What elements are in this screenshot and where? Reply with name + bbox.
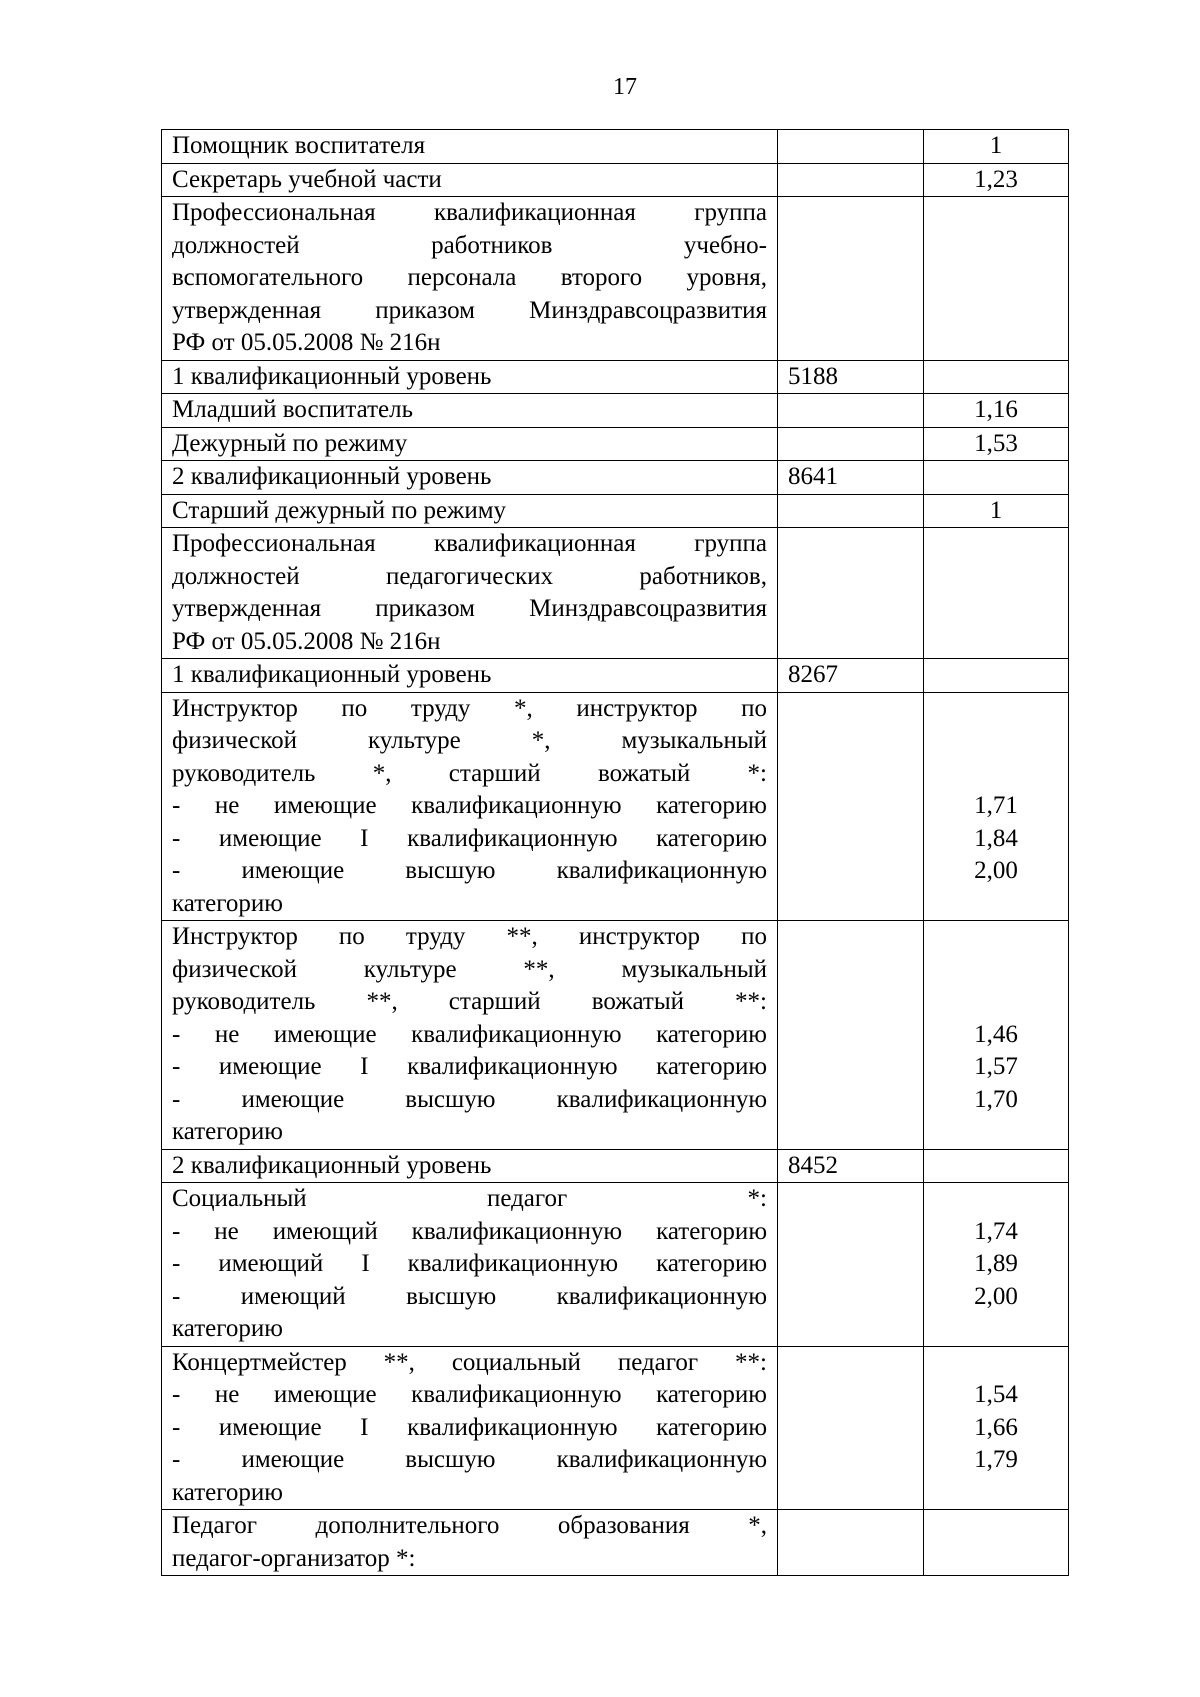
position-text-line: - имеющие высшую квалификационную — [172, 1446, 767, 1473]
base-salary-cell — [778, 921, 924, 1150]
table-row — [162, 163, 1069, 197]
position-text-line: Помощник воспитателя — [172, 132, 426, 159]
coefficient-cell — [924, 494, 1069, 528]
coefficient-value — [934, 1313, 1058, 1346]
table-row — [162, 1149, 1069, 1183]
coefficient-value — [934, 986, 1058, 1019]
base-salary-cell — [778, 197, 924, 361]
base-salary-value: 8267 — [788, 661, 838, 688]
position-text-line: - имеющие I квалификационную категорию — [172, 1053, 767, 1080]
position-text-line: - имеющий высшую квалификационную — [172, 1282, 767, 1310]
position-name-cell — [162, 197, 778, 361]
coefficient-cell — [924, 1346, 1069, 1510]
coefficient-value: 1,16 — [974, 396, 1018, 423]
coefficient-value: 1,23 — [974, 165, 1018, 193]
coefficient-value: 2,00 — [974, 857, 1018, 884]
base-salary-cell — [778, 394, 924, 428]
position-name-cell — [162, 394, 778, 428]
position-text-line: руководитель **, старший вожатый **: — [172, 988, 767, 1015]
position-text-line: 1 квалификационный уровень — [172, 362, 492, 390]
position-text-line: - не имеющие квалификационную категорию — [172, 792, 767, 819]
position-name-cell — [162, 528, 778, 659]
base-salary-value: 8641 — [788, 463, 838, 490]
position-text-line: должностей работников учебно- — [172, 231, 767, 259]
coefficient-value: 1,74 — [974, 1217, 1018, 1245]
coefficient-value: 1,89 — [974, 1250, 1018, 1277]
position-name-cell — [162, 494, 778, 528]
position-text-line: должностей педагогических работников, — [172, 562, 767, 590]
coefficient-cell — [924, 1149, 1069, 1183]
position-name-cell — [162, 921, 778, 1150]
table-row — [162, 1346, 1069, 1510]
position-text-line: Концертмейстер **, социальный педагог **: — [172, 1348, 767, 1376]
position-text-line: - не имеющие квалификационную категорию — [172, 1381, 767, 1408]
position-text-line: - не имеющий квалификационную категорию — [172, 1217, 767, 1245]
base-salary-cell — [778, 1149, 924, 1183]
coefficient-cell — [924, 130, 1069, 164]
position-text-line: руководитель *, старший вожатый *: — [172, 759, 767, 787]
position-text-line: Дежурный по режиму — [172, 429, 408, 457]
position-text-line: - не имеющие квалификационную категорию — [172, 1020, 767, 1048]
coefficient-cell — [924, 921, 1069, 1150]
coefficient-value: 1,46 — [974, 1020, 1018, 1048]
coefficient-value — [934, 954, 1058, 987]
coefficient-cell — [924, 1183, 1069, 1347]
position-name-cell — [162, 130, 778, 164]
coefficient-value — [934, 693, 1058, 726]
coefficient-value — [934, 1116, 1058, 1149]
position-text-line: РФ от 05.05.2008 № 216н — [172, 627, 441, 655]
table-row — [162, 921, 1069, 1150]
base-salary-value: 8452 — [788, 1151, 838, 1179]
position-text-line: Профессиональная квалификационная группа — [172, 199, 767, 226]
base-salary-value: 5188 — [788, 362, 838, 390]
position-text-line: утвержденная приказом Минздравсоцразвития — [172, 296, 767, 324]
position-text-line: - имеющий I квалификационную категорию — [172, 1250, 767, 1277]
base-salary-cell — [778, 461, 924, 495]
position-name-cell — [162, 1510, 778, 1576]
position-text-line: категорию — [172, 1118, 283, 1145]
coefficient-value — [934, 725, 1058, 758]
coefficient-value: 1,71 — [974, 792, 1018, 819]
position-text-line: - имеющие I квалификационную категорию — [172, 824, 767, 852]
table-row — [162, 427, 1069, 461]
position-text-line: Инструктор по труду **, инструктор по — [172, 923, 767, 950]
position-name-cell — [162, 659, 778, 693]
position-text-line: Социальный педагог *: — [172, 1185, 767, 1212]
position-name-cell — [162, 1149, 778, 1183]
position-text-line: утвержденная приказом Минздравсоцразвития — [172, 595, 767, 622]
position-text-line: Профессиональная квалификационная группа — [172, 530, 767, 557]
base-salary-cell — [778, 360, 924, 394]
position-text-line: категорию — [172, 1478, 283, 1506]
coefficient-value: 1,66 — [974, 1413, 1018, 1441]
position-name-cell — [162, 360, 778, 394]
position-text-line: Инструктор по труду *, инструктор по — [172, 694, 767, 722]
position-text-line: 2 квалификационный уровень — [172, 463, 492, 490]
table-row — [162, 1510, 1069, 1576]
coefficient-value: 1,70 — [974, 1085, 1018, 1113]
coefficient-cell — [924, 1510, 1069, 1576]
position-name-cell — [162, 461, 778, 495]
coefficient-value: 1,53 — [974, 429, 1018, 457]
position-text-line: категорию — [172, 1315, 283, 1342]
base-salary-cell — [778, 1510, 924, 1576]
base-salary-cell — [778, 163, 924, 197]
position-text-line: категорию — [172, 889, 283, 917]
position-text-line: Педагог дополнительного образования *, — [172, 1512, 767, 1539]
position-text-line: Младший воспитатель — [172, 396, 413, 423]
position-text-line: 1 квалификационный уровень — [172, 661, 492, 688]
position-text-line: - имеющие высшую квалификационную — [172, 1085, 767, 1113]
table-row — [162, 394, 1069, 428]
coefficient-value — [934, 758, 1058, 791]
base-salary-cell — [778, 528, 924, 659]
position-name-cell — [162, 692, 778, 921]
position-text-line: Старший дежурный по режиму — [172, 496, 507, 524]
table-row — [162, 659, 1069, 693]
coefficient-value: 1,54 — [974, 1381, 1018, 1408]
base-salary-cell — [778, 692, 924, 921]
coefficient-value: 1 — [989, 496, 1003, 524]
position-name-cell — [162, 163, 778, 197]
coefficient-cell — [924, 394, 1069, 428]
table-row — [162, 1183, 1069, 1347]
page-number: 17 — [613, 74, 637, 100]
table-row — [162, 461, 1069, 495]
coefficient-value: 1,84 — [974, 824, 1018, 852]
coefficient-value — [934, 1477, 1058, 1510]
position-text-line: - имеющие I квалификационную категорию — [172, 1413, 767, 1441]
position-text-line: педагог-организатор *: — [172, 1544, 416, 1572]
base-salary-cell — [778, 659, 924, 693]
coefficient-value — [934, 921, 1058, 954]
coefficient-cell — [924, 659, 1069, 693]
coefficient-cell — [924, 197, 1069, 361]
coefficient-cell — [924, 163, 1069, 197]
coefficient-value — [934, 888, 1058, 921]
base-salary-cell — [778, 1346, 924, 1510]
coefficient-value: 1,79 — [974, 1446, 1018, 1473]
position-text-line: - имеющие высшую квалификационную — [172, 857, 767, 884]
coefficient-cell — [924, 360, 1069, 394]
table-row — [162, 130, 1069, 164]
coefficient-value: 1 — [989, 132, 1003, 159]
table-row — [162, 360, 1069, 394]
table-body — [162, 130, 1069, 1576]
base-salary-cell — [778, 1183, 924, 1347]
coefficient-cell — [924, 528, 1069, 659]
position-text-line: Секретарь учебной части — [172, 165, 442, 193]
position-text-line: физической культуре *, музыкальный — [172, 727, 767, 754]
table-row — [162, 528, 1069, 659]
coefficient-value: 1,57 — [974, 1053, 1018, 1080]
base-salary-cell — [778, 427, 924, 461]
base-salary-cell — [778, 494, 924, 528]
coefficient-value — [934, 1183, 1058, 1216]
position-name-cell — [162, 427, 778, 461]
coefficient-cell — [924, 427, 1069, 461]
position-text-line: физической культуре **, музыкальный — [172, 955, 767, 983]
coefficient-cell — [924, 461, 1069, 495]
coefficient-value — [934, 1347, 1058, 1380]
position-name-cell — [162, 1183, 778, 1347]
table-row — [162, 197, 1069, 361]
table-row — [162, 494, 1069, 528]
position-text-line: РФ от 05.05.2008 № 216н — [172, 329, 441, 356]
coefficient-cell — [924, 692, 1069, 921]
position-text-line: вспомогательного персонала второго уровня, — [172, 264, 767, 291]
base-salary-cell — [778, 130, 924, 164]
position-name-cell — [162, 1346, 778, 1510]
position-text-line: 2 квалификационный уровень — [172, 1151, 492, 1179]
salary-coefficient-table — [161, 129, 1069, 1576]
table-row — [162, 692, 1069, 921]
coefficient-value: 2,00 — [974, 1282, 1018, 1310]
